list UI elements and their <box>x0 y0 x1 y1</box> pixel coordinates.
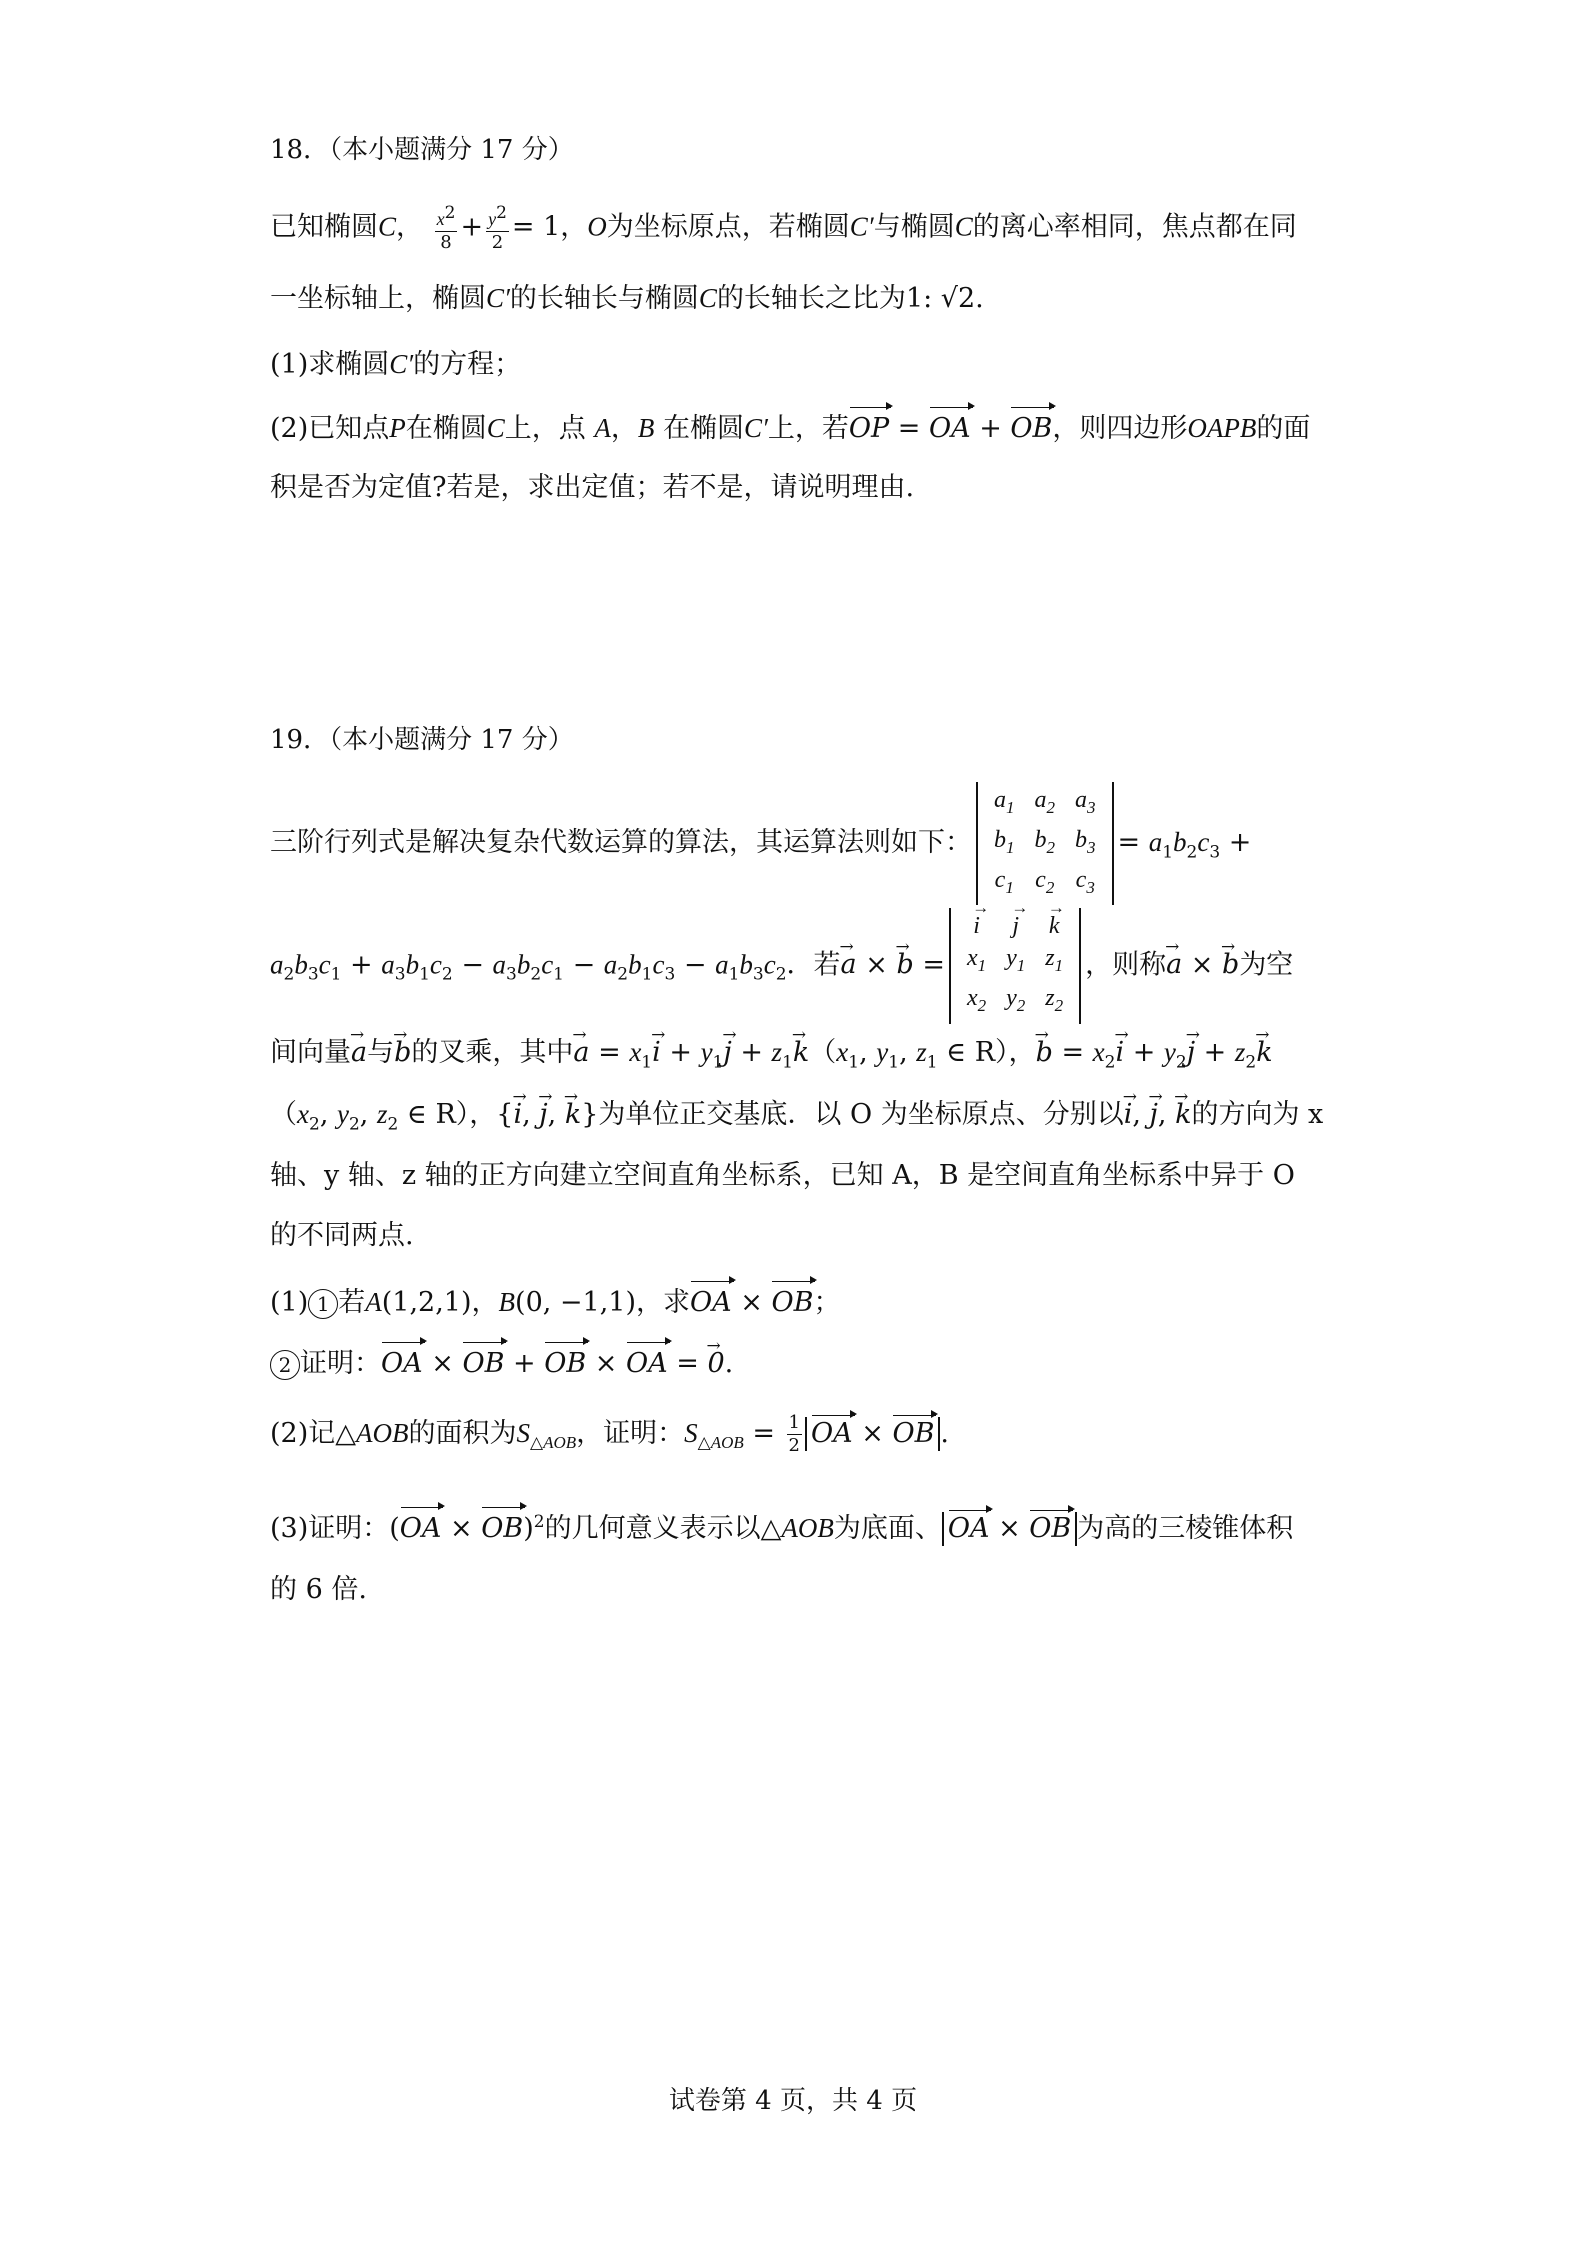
text: 为高的三棱锥体积 <box>1077 1513 1294 1544</box>
text: ，求 <box>636 1287 691 1318</box>
page-footer: 试卷第 4 页，共 4 页 <box>668 2086 918 2116</box>
text: 为单位正交基底．以 O 为坐标原点、分别以 <box>598 1099 1124 1130</box>
text: 证明： <box>300 1348 381 1379</box>
text: (3)证明： <box>270 1513 390 1544</box>
text: ．若 <box>786 949 841 981</box>
text: 在椭圆 <box>662 413 744 444</box>
text: 的离心率相同，焦点都在同 <box>972 211 1297 243</box>
circled-one: 1 <box>308 1289 338 1319</box>
text: 在椭圆 <box>405 413 487 444</box>
text: ，则四边形 <box>1052 413 1188 444</box>
text: 为底面、 <box>833 1513 942 1544</box>
q19-part3-cont: 的 6 倍. <box>270 1574 367 1605</box>
q18-line2: 一坐标轴上，椭圆C′的长轴长与椭圆C的长轴长之比为1: √2. <box>270 283 984 314</box>
q18-heading: 18．（本小题满分 17 分） <box>270 135 574 165</box>
q18-part1: (1)求椭圆C′的方程； <box>270 349 522 380</box>
q19-part1-2: 2 证明：OA × OB + OB × OA = 0 →. <box>270 1344 733 1384</box>
q19-part3: (3)证明：(OA × OB)$^2$的几何意义表示以△AOB为底面、 OA × OB 为高的三棱锥体积 <box>270 1502 1293 1549</box>
text: 上，点 <box>504 413 595 444</box>
fraction: $\frac{y^2}{2}$ <box>488 203 507 253</box>
text: 的长轴长与椭圆 <box>509 283 699 314</box>
q19-heading: 19．（本小题满分 17 分） <box>270 725 574 755</box>
text: 一坐标轴上，椭圆 <box>270 283 486 314</box>
fraction: $\frac{x^2}{8}$ <box>436 203 456 253</box>
q19-line6: 的不同两点. <box>270 1220 414 1251</box>
q19-line2: $a_2b_3c_1 + a_3b_1c_2 - a_3b_2c_1 - a_2b_1c_3 - a_1b_3c_2$．若a → × b → = i → j → k → $x_1$ $y_1$ $z_1$ $x_2$ $y_2$ $z_2$ ，则称a → × b →为空 <box>270 908 1293 1024</box>
text: 的面积为 <box>408 1418 517 1449</box>
q19-line1: 三阶行列式是解决复杂代数运算的算法，其运算法则如下： $a_1$ $a_2$ $a_3$ $b_1$ $b_2$ $b_3$ $c_1$ $c_2$ $c_3$ = $a_1b_2c_3$ + <box>270 782 1251 905</box>
text: 的长轴长之比为 <box>716 283 906 314</box>
text: 与椭圆 <box>873 211 955 243</box>
text: (1) <box>270 1287 309 1318</box>
text: 为坐标原点，若椭圆 <box>606 211 850 243</box>
q19-part1: (1) 1 若A(1,2,1)，B(0, −1,1)，求OA × OB； <box>270 1282 840 1323</box>
fraction: $\frac{1}{2}$ <box>788 1412 800 1456</box>
text: ，则称 <box>1085 949 1167 981</box>
text: 间向量 <box>270 1037 351 1068</box>
q19-line5: 轴、y 轴、z 轴的正方向建立空间直角坐标系，已知 A，B 是空间直角坐标系中异于 O <box>270 1160 1295 1191</box>
text: (2)已知点 <box>270 413 390 444</box>
text: ，证明： <box>576 1418 685 1449</box>
text: 为空 <box>1239 949 1294 981</box>
text: 若 <box>338 1287 366 1318</box>
text: 与 <box>367 1037 395 1068</box>
determinant: i → j → k → $x_1$ $y_1$ $z_1$ $x_2$ $y_2$ $z_2$ <box>949 908 1081 1024</box>
text: 三阶行列式是解决复杂代数运算的算法，其运算法则如下： <box>270 827 972 859</box>
text: 的面 <box>1256 413 1311 444</box>
text: 的几何意义表示以△ <box>544 1513 782 1544</box>
text: 1: √2. <box>905 283 984 314</box>
q19-part2: (2)记△AOB的面积为$S_{\triangle AOB}$，证明：$S_{\triangle AOB}$ = $\frac{1}{2}$ OA × OB . <box>270 1412 950 1456</box>
text: 的方向为 x <box>1191 1099 1324 1130</box>
q19-line3: 间向量a →与b →的叉乘，其中a → = $x_1i$ → + $y_1j$ → + $z_1k \to(x_1$, $y_1$, $z_1$ ∈ R），b → = $x_2i$ → + $y_2j$ → + $z_2k$ → <box>270 1032 1273 1082</box>
q18-part2-cont: 积是否为定值?若是，求出定值；若不是，请说明理由. <box>270 472 915 503</box>
q19-line4: （$x_2$, $y_2$, $z_2$ ∈ R），{i →, j →, k →}为单位正交基底．以 O 为坐标原点、分别以i →, j →, k →的方向为 x <box>270 1094 1323 1144</box>
text: 已知椭圆 <box>270 211 378 243</box>
circled-two: 2 <box>270 1350 300 1380</box>
text: (2)记△ <box>270 1418 357 1449</box>
q18-part2: (2)已知点P在椭圆C上，点 A，B 在椭圆C′上，若OP = OA + OB，则四边形OAPB的面 <box>270 408 1310 449</box>
text: 的方程； <box>413 349 522 380</box>
text: ； <box>813 1287 841 1318</box>
text: 的叉乘，其中 <box>411 1037 574 1068</box>
text: 上，若 <box>767 413 849 444</box>
text: ， <box>396 211 424 243</box>
text: (1)求椭圆 <box>270 349 390 380</box>
determinant: $a_1$ $a_2$ $a_3$ $b_1$ $b_2$ $b_3$ $c_1$ $c_2$ $c_3$ <box>976 782 1114 905</box>
q18-line1: 已知椭圆C， $\frac{x^2}{8}$ + $\frac{y^2}{2}$ = 1，O为坐标原点，若椭圆C′与椭圆C的离心率相同，焦点都在同 <box>270 203 1297 253</box>
